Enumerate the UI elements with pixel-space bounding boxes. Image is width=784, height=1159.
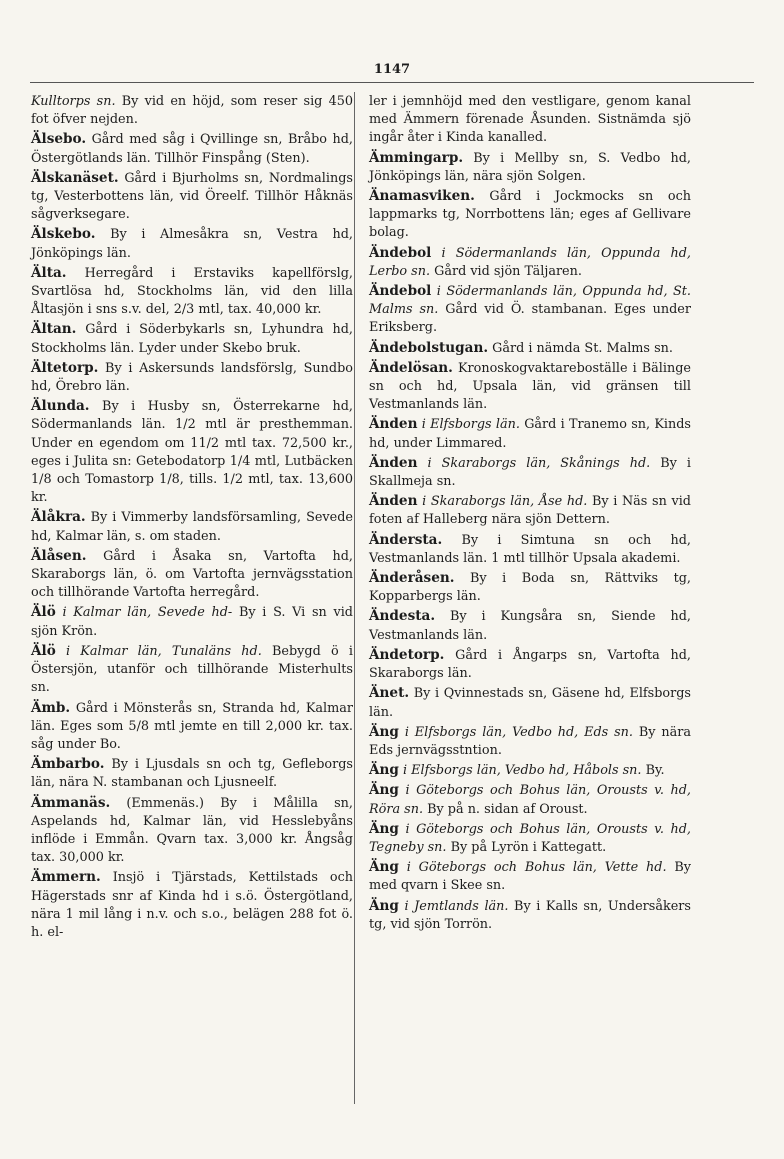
entry-headword: Älta.: [31, 264, 67, 281]
entry-headword: Änet.: [369, 685, 410, 702]
entry-text: Gård vid sjön Täljaren.: [430, 263, 582, 279]
entry-text: Gård i Tranemo sn, Kinds hd, under Limmared.: [369, 417, 691, 451]
entry-headword: Ändebol: [369, 244, 432, 261]
entry-text: By i Almesåkra sn, Vestra hd, Jönköpings län.: [31, 227, 353, 261]
entry-text: By i Askersunds landsförslg, Sundbo hd, Örebro län.: [31, 360, 353, 395]
entry-headword: Ältan.: [31, 321, 77, 338]
entry-headword: Ämmern.: [31, 869, 101, 886]
entry-text: By i Näs sn vid foten af Halleberg nära sjön Dettern.: [369, 494, 691, 528]
entry-text: By i Husby sn, Österrekarne hd, Södermanlands län. 1/2 mtl är presthemman. Under en egendom om 11/2 mtl tax. 72,500 kr., eges i Julita sn: Getebodatorp 1/4 mtl, Lutbäcken 1/8 och Tomastorp 1/8, tills. 1/2 mtl, tax. 13,600 kr.: [31, 399, 353, 506]
entry-text: By.: [641, 763, 665, 779]
entry-location: i Kalmar län, Sevede hd-: [55, 605, 233, 621]
entry-text: By i Ljusdals sn och tg, Gefleborgs län, nära N. stambanan och Ljusneelf.: [31, 757, 353, 791]
entry-headword: Äng: [369, 820, 399, 837]
entry: [31, 603, 353, 640]
entry-headword: Änden: [369, 454, 418, 471]
entry-location: i Jemtlands län.: [398, 898, 509, 914]
entry-location: i Göteborgs och Bohus län, Vette hd.: [398, 860, 667, 876]
entry-headword: Ändebolstugan.: [369, 339, 489, 356]
entry: [31, 225, 353, 262]
entry-headword: Ämbarbo.: [31, 756, 105, 773]
entry-location: Kulltorps sn.: [31, 94, 116, 109]
entry-location: i Skaraborgs län, Skånings hd.: [417, 455, 651, 471]
entry: [31, 794, 353, 868]
entry-text: By i Simtuna sn och hd, Vestmanlands län. 1 mtl tillhör Upsala akademi.: [369, 532, 691, 566]
entry: [31, 169, 353, 225]
entry-location: i Elfsborgs län, Vedbo hd, Håbols sn.: [398, 763, 642, 779]
entry: [369, 684, 691, 721]
entry: [31, 130, 353, 167]
entry-location: i Södermanlands län, Oppunda hd, Lerbo sn.: [369, 245, 691, 279]
entry-headword: Änderåsen.: [369, 570, 455, 587]
entry: [369, 339, 691, 358]
entry-location: i Kalmar län, Tunaläns hd.: [55, 643, 262, 659]
entry-headword: Älö: [31, 642, 56, 659]
entry: [31, 508, 353, 545]
entry: [369, 820, 691, 857]
entry: [31, 359, 353, 396]
entry-text: By i Skallmeja sn.: [369, 455, 691, 490]
entry-text: Gård i Jockmocks sn och lappmarks tg, Norrbottens län; eges af Gellivare bolag.: [369, 189, 691, 241]
entry-headword: Änamasviken.: [369, 188, 475, 205]
entry-headword: Ändebol: [369, 283, 432, 300]
entry-text: By i S. Vi sn vid sjön Krön.: [31, 605, 353, 639]
entry-headword: Älåkra.: [31, 509, 86, 526]
entry-text: Gård i Söderbykarls sn, Lyhundra hd, Stockholms län. Lyder under Skebo bruk.: [31, 322, 353, 356]
entry: [369, 569, 691, 606]
entry: [369, 187, 691, 243]
entry-text: By i Boda sn, Rättviks tg, Kopparbergs län.: [369, 571, 691, 605]
entry-location: i Göteborgs och Bohus län, Orousts v. hd, Röra sn.: [369, 783, 691, 817]
entry-text: By med qvarn i Skee sn.: [369, 860, 691, 894]
entry-text: Bebygd ö i Östersjön, utanför och tillhörande Misterhults sn.: [31, 643, 353, 696]
entry-headword: Ändesta.: [369, 608, 436, 625]
entry-text: By nära Eds jernvägsstntion.: [369, 724, 691, 758]
entry-headword: Ändersta.: [369, 531, 443, 548]
entry-text: (Emmenäs.) By i Målilla sn, Aspelands hd, Kalmar län, vid Hesslebyåns inflöde i Emmån. Qvarn tax. 3,000 kr. Ångsåg tax. 30,000 kr.: [31, 795, 353, 866]
page-number: 1147: [373, 62, 411, 77]
entry: [369, 244, 691, 281]
entry-headword: Ämb.: [31, 699, 71, 716]
entry: [31, 547, 353, 603]
entry: [369, 492, 691, 529]
entry-headword: Ändelösan.: [369, 359, 453, 376]
entry-location: i Södermanlands län, Oppunda hd, St. Malms sn.: [369, 284, 691, 318]
entry: [369, 282, 691, 338]
entry-text: Gård i Bjurholms sn, Nordmalings tg, Vesterbottens län, vid Öreelf. Tillhör Håknäs sågverksegare.: [31, 170, 353, 223]
entry: [369, 897, 691, 934]
entry-text: By i Mellby sn, S. Vedbo hd, Jönköpings län, nära sjön Solgen.: [369, 150, 691, 184]
entry: [31, 92, 353, 129]
entry: [369, 531, 691, 568]
entry-headword: Änden: [369, 416, 418, 433]
left-column: [31, 92, 353, 943]
entry: [31, 397, 353, 507]
entry-text: By i Kalls sn, Undersåkers tg, vid sjön Torrön.: [369, 898, 691, 932]
entry-headword: Älskanäset.: [31, 169, 119, 186]
entry-text: Gård i nämda St. Malms sn.: [488, 340, 673, 356]
entry: [369, 607, 691, 644]
entry-headword: Äng: [369, 762, 399, 779]
entry-headword: Ältetorp.: [31, 359, 99, 376]
entry-headword: Älåsen.: [31, 547, 87, 564]
entry: [31, 699, 353, 755]
entry: [369, 858, 691, 895]
entry: [369, 646, 691, 683]
entry: [31, 868, 353, 942]
entry-text: Gård i Mönsterås sn, Stranda hd, Kalmar län. Eges som 5/8 mtl jemte en till 2,000 kr. tax. såg under Bo.: [31, 700, 353, 752]
entry: [31, 264, 353, 320]
entry-headword: Ändetorp.: [369, 646, 445, 663]
entry-text: By på n. sidan af Oroust.: [423, 801, 588, 817]
entry-headword: Äng: [369, 723, 399, 740]
entry-headword: Ämmingarp.: [369, 149, 464, 166]
entry-text: Herregård i Erstaviks kapellförslg, Svartlösa hd, Stockholms län, vid den lilla Åltasjön i sns s.v. del, 2/3 mtl, tax. 40,000 kr.: [31, 265, 353, 318]
entry: [369, 149, 691, 186]
entry: [369, 761, 691, 780]
entry-text: Kronoskogvaktareboställe i Bälinge sn och hd, Upsala län, vid gränsen till Vestmanlands län.: [369, 360, 691, 413]
entry-text: By på Lyrön i Kattegatt.: [446, 839, 607, 855]
right-column: [369, 92, 691, 935]
entry-headword: Äng: [369, 859, 399, 876]
entry: [31, 642, 353, 698]
entry: [369, 454, 691, 491]
entry-text: By i Kungsåra sn, Siende hd, Vestmanlands län.: [369, 609, 691, 643]
entry-text: By vid en höjd, som reser sig 450 fot öfver nejden.: [31, 94, 354, 128]
entry-text: Gård vid Ö. stambanan. Eges under Eriksberg.: [369, 302, 692, 336]
entry-text: Gård med såg i Qvillinge sn, Bråbo hd, Östergötlands län. Tillhör Finspång (Sten).: [31, 132, 353, 166]
entry-text: ler i jemnhöjd med den vestligare, genom kanal med Ämmern förenade Åsunden. Sistnämda sjö ingår åter i Kinda kanalled.: [369, 94, 691, 146]
entry-headword: Älskebo.: [31, 226, 96, 243]
entry-headword: Änden: [369, 493, 418, 510]
header-rule: [30, 82, 754, 83]
entry-text: By i Vimmerby landsförsamling, Sevede hd, Kalmar län, s. om staden.: [31, 510, 353, 544]
entry-text: Gård i Åsaka sn, Vartofta hd, Skaraborgs län, ö. om Vartofta jernvägsstation och tillhörande Vartofta herregård.: [31, 548, 353, 601]
entry: [369, 781, 691, 818]
entry: [369, 92, 691, 148]
entry: [369, 723, 691, 760]
entry-location: i Elfsborgs län, Vedbo hd, Eds sn.: [398, 724, 633, 740]
entry: [369, 359, 691, 415]
entry-headword: Ämmanäs.: [31, 794, 111, 811]
entry-location: i Skaraborgs län, Åse hd.: [417, 494, 588, 510]
entry: [31, 320, 353, 357]
entry-text: Gård i Ångarps sn, Vartofta hd, Skaraborgs län.: [369, 647, 691, 682]
entry: [31, 755, 353, 792]
entry-text: By i Qvinnestads sn, Gäsene hd, Elfsborgs län.: [369, 686, 691, 720]
entry-headword: Älunda.: [31, 398, 90, 415]
entry-headword: Älö: [31, 604, 56, 621]
entry-headword: Älsebo.: [31, 131, 87, 148]
entry-location: i Göteborgs och Bohus län, Orousts v. hd, Tegneby sn.: [369, 821, 691, 855]
column-divider: [354, 92, 355, 1104]
entry-text: Insjö i Tjärstads, Kettilstads och Hägerstads snr af Kinda hd i s.ö. Östergötland, nära 1 mil lång i n.v. och s.o., belägen 288 fot ö. h. el-: [31, 870, 353, 940]
entry-headword: Äng: [369, 782, 399, 799]
entry-headword: Äng: [369, 897, 399, 914]
entry-location: i Elfsborgs län.: [417, 417, 520, 433]
entry: [369, 415, 691, 452]
